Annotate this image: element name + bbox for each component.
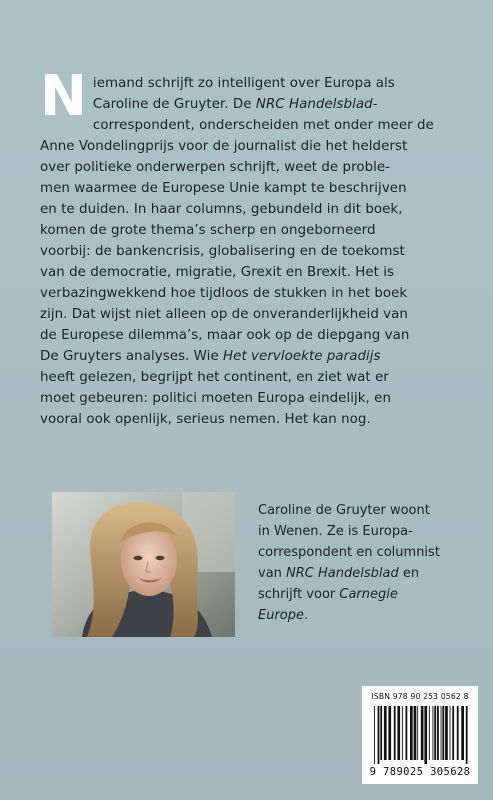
bio-line [258, 521, 468, 542]
barcode-bar [429, 706, 430, 760]
barcode-bar [450, 706, 451, 760]
barcode-bar [394, 706, 396, 760]
bio-text: Caroline de Gruyter woont [258, 503, 430, 518]
barcode-bars-icon [372, 706, 468, 764]
blurb-text: en te duiden. In haar columns, gebundeld in dit boek, [40, 202, 403, 217]
bio-italic-title: Carnegie [339, 587, 398, 602]
barcode-bar [424, 706, 427, 764]
barcode-bar [452, 706, 454, 760]
blurb-line [40, 241, 460, 262]
barcode-digits: 9 789025 305628 [369, 766, 471, 778]
barcode-bar [434, 706, 436, 760]
blurb-text: verbazingwekkend hoe tijdloos de stukken in het boek [40, 286, 408, 301]
blurb-text: komen de grote thema’s scherp en ongeborneerd [40, 223, 376, 238]
blurb-text: iemand schrijft zo intelligent over Europa als [92, 76, 395, 91]
author-bio [258, 500, 468, 626]
blurb-text: over politieke onderwerpen schrijft, weet de proble- [40, 160, 391, 175]
blurb-line [40, 304, 460, 325]
blurb-text: van de democratie, migratie, Grexit en Brexit. Het is [40, 265, 395, 280]
barcode-bar [378, 706, 380, 764]
barcode-bar [466, 706, 468, 764]
blurb-text: Caroline de Gruyter. De [92, 97, 256, 112]
bio-text: . [304, 608, 309, 623]
blurb-text: zijn. Dat wijst niet alleen op de onveranderlijkheid van [40, 307, 408, 322]
bio-italic-title: Europe [258, 608, 305, 623]
bio-lines [258, 500, 468, 626]
blurb-line [40, 136, 460, 157]
blurb-italic-title: Het vervloekte paradijs [223, 349, 381, 364]
bio-line [258, 584, 468, 605]
blurb-text [40, 64, 460, 430]
bio-line [258, 563, 468, 584]
blurb-text: vooral ook openlijk, serieus nemen. Het kan nog. [40, 412, 371, 427]
barcode-bar [410, 706, 413, 760]
barcode-bar [442, 706, 444, 760]
barcode-bar [397, 706, 400, 760]
barcode-bar [388, 706, 391, 760]
barcode-bar [445, 706, 448, 760]
barcode-bar [441, 706, 442, 760]
blurb-text: correspondent, onderscheiden met onder meer de [92, 118, 434, 133]
author-portrait-icon [52, 492, 235, 637]
bio-italic-title: NRC Handelsblad [286, 566, 399, 581]
blurb-text: Anne Vondelingprijs voor de journalist die het helderst [40, 139, 408, 154]
blurb-text: moet gebeuren: politici moeten Europa eindelijk, en [40, 391, 391, 406]
blurb-line [40, 388, 460, 409]
blurb-line [40, 115, 460, 136]
barcode-bar [414, 706, 417, 760]
blurb-text: - [372, 97, 378, 112]
drop-cap: N [40, 64, 87, 129]
blurb-line [40, 94, 460, 115]
blurb-line [40, 325, 460, 346]
barcode-bar [402, 706, 403, 760]
blurb-line [40, 283, 460, 304]
barcode-bar [461, 706, 464, 760]
blurb-text: De Gruyters analyses. Wie [40, 349, 224, 364]
blurb-line [40, 199, 460, 220]
blurb-line [40, 346, 460, 367]
blurb-line [40, 157, 460, 178]
barcode-bar [433, 706, 434, 760]
bio-text: schrijft voor [258, 587, 340, 602]
bio-line [258, 542, 468, 563]
blurb-line [40, 220, 460, 241]
bio-line [258, 500, 468, 521]
blurb-lines [40, 64, 460, 430]
barcode-bar [380, 706, 382, 760]
bio-line [258, 605, 468, 626]
barcode-bar [421, 706, 424, 760]
barcode-bar [457, 706, 459, 760]
isbn-label: ISBN 978 90 253 0562 8 [371, 692, 469, 701]
blurb-text: heeft gelezen, begrijpt het continent, en ziet wat er [40, 370, 389, 385]
blurb-text: men waarmee de Europese Unie kampt te beschrijven [40, 181, 407, 196]
barcode-bar [437, 706, 439, 760]
barcode [362, 686, 478, 784]
bio-text: van [258, 566, 287, 581]
barcode-bar [384, 706, 387, 760]
bio-text: correspondent en columnist [258, 545, 440, 560]
barcode-bar [417, 706, 418, 760]
blurb-italic-title: NRC Handelsblad [255, 97, 373, 112]
author-photo [52, 492, 235, 637]
blurb-text: de Europese dilemma’s, maar ook op de diepgang van [40, 328, 410, 343]
blurb-line [40, 409, 460, 430]
blurb-text: voorbij: de bankencrisis, globalisering en de toekomst [40, 244, 405, 259]
blurb-line [40, 367, 460, 388]
blurb-line [40, 262, 460, 283]
bio-text: in Wenen. Ze is Europa- [258, 524, 413, 539]
barcode-bar [374, 706, 375, 764]
blurb-line [40, 73, 460, 94]
blurb-line [40, 178, 460, 199]
barcode-bar [406, 706, 408, 760]
bio-text: en [398, 566, 420, 581]
